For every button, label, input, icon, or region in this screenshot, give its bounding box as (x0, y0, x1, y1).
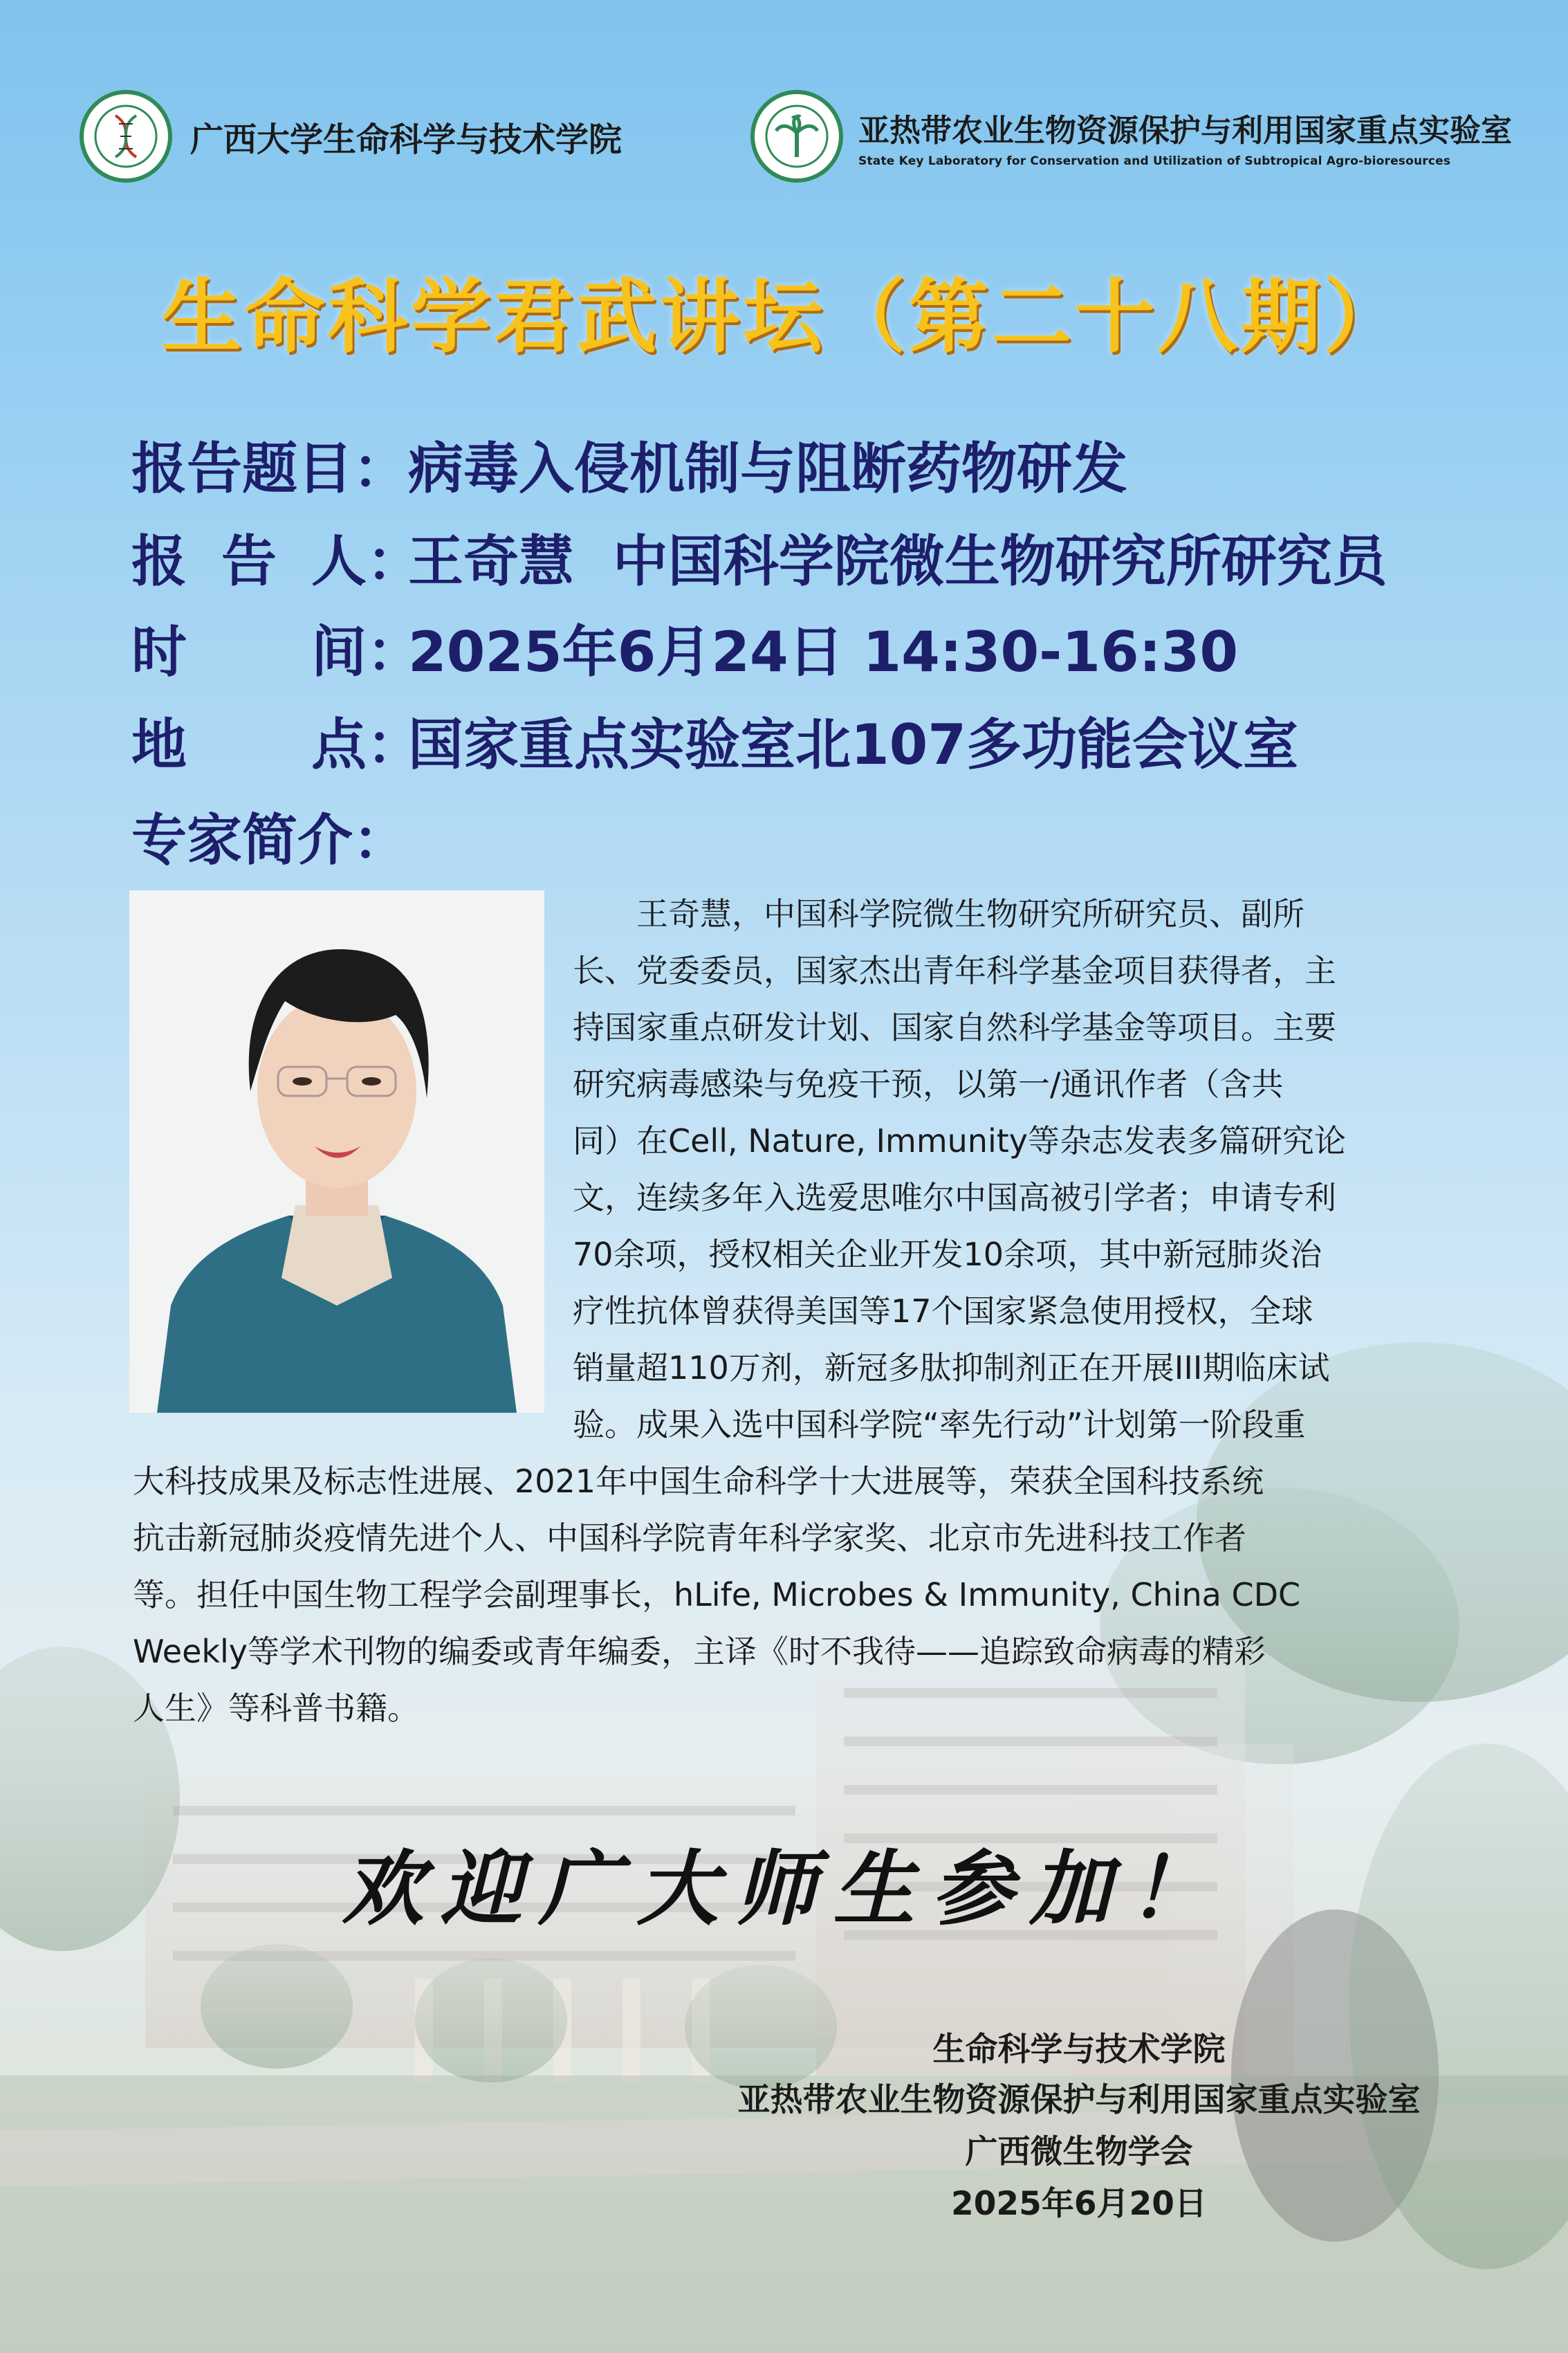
bio-line: 等。担任中国生物工程学会副理事长，hLife, Microbes & Immunity, China CDC (133, 1576, 1301, 1613)
dna-helix-logo-icon (80, 90, 172, 183)
speaker-label: 报 告 人 (131, 529, 367, 594)
venue-label: 地 点 (131, 713, 367, 777)
bio-line: 研究病毒感染与免疫干预，以第一/通讯作者（含共 (573, 1065, 1284, 1103)
college-logo-block (80, 90, 622, 183)
lab-logo-block (750, 90, 1512, 183)
organizer-society: 广西微生物学会 (965, 2133, 1193, 2171)
speaker-colon: ： (367, 529, 422, 594)
bio-line: 文，连续多年入选爱思唯尔中国高被引学者；申请专利 (573, 1179, 1336, 1216)
college-name: 广西大学生命科学与技术学院 (190, 120, 622, 159)
palm-tree-logo-icon (750, 90, 843, 183)
organizer-lab: 亚热带农业生物资源保护与利用国家重点实验室 (737, 2081, 1421, 2119)
bio-line: 长、党委委员，国家杰出青年科学基金项目获得者，主 (573, 952, 1336, 989)
lab-name-en: State Key Laboratory for Conservation and Utilization of Subtropical Agro-bioresources (858, 154, 1451, 168)
forum-title: 生命科学君武讲坛（第二十八期） (161, 271, 1407, 364)
speaker-row (131, 517, 1387, 596)
topic-row (131, 424, 1127, 504)
bio-heading: 专家简介： (131, 808, 408, 872)
time-value: 2025年6月24日 14:30-16:30 (408, 620, 1238, 684)
bio-line: 王奇慧，中国科学院微生物研究所研究员、副所 (573, 895, 1304, 933)
venue-colon: ： (367, 713, 422, 777)
time-label: 时 间 (131, 620, 367, 684)
bio-line: 销量超110万剂，新冠多肽抑制剂正在开展III期临床试 (573, 1349, 1330, 1386)
speaker-portrait (129, 890, 544, 1413)
venue-row (131, 700, 1298, 780)
bio-line: 持国家重点研发计划、国家自然科学基金等项目。主要 (573, 1009, 1336, 1046)
time-colon: ： (367, 620, 422, 684)
bio-line: 同）在Cell, Nature, Immunity等杂志发表多篇研究论 (573, 1122, 1346, 1160)
bio-line: 疗性抗体曾获得美国等17个国家紧急使用授权，全球 (573, 1292, 1313, 1330)
speaker-value: 王奇慧 中国科学院微生物研究所研究员 (408, 529, 1387, 594)
lab-name: 亚热带农业生物资源保护与利用国家重点实验室 (858, 111, 1513, 149)
bio-line: 大科技成果及标志性进展、2021年中国生命科学十大进展等，荣获全国科技系统 (133, 1463, 1264, 1500)
topic-value: 病毒入侵机制与阻断药物研发 (408, 437, 1127, 501)
topic-label: 报告题目： (131, 437, 408, 501)
issue-date: 2025年6月20日 (951, 2185, 1207, 2223)
welcome-message: 欢迎广大师生参加！ (342, 1840, 1226, 1937)
bio-line: 70余项，授权相关企业开发10余项，其中新冠肺炎治 (573, 1236, 1322, 1273)
organizer-college: 生命科学与技术学院 (932, 2031, 1226, 2069)
venue-value: 国家重点实验室北107多功能会议室 (408, 713, 1298, 777)
time-row (131, 607, 1238, 687)
bio-line: 人生》等科普书籍。 (133, 1690, 419, 1727)
bio-line: 验。成果入选中国科学院“率先行动”计划第一阶段重 (573, 1406, 1306, 1443)
bio-line: Weekly等学术刊物的编委或青年编委，主译《时不我待——追踪致命病毒的精彩 (133, 1633, 1266, 1670)
bio-line: 抗击新冠肺炎疫情先进个人、中国科学院青年科学家奖、北京市先进科技工作者 (133, 1519, 1246, 1557)
